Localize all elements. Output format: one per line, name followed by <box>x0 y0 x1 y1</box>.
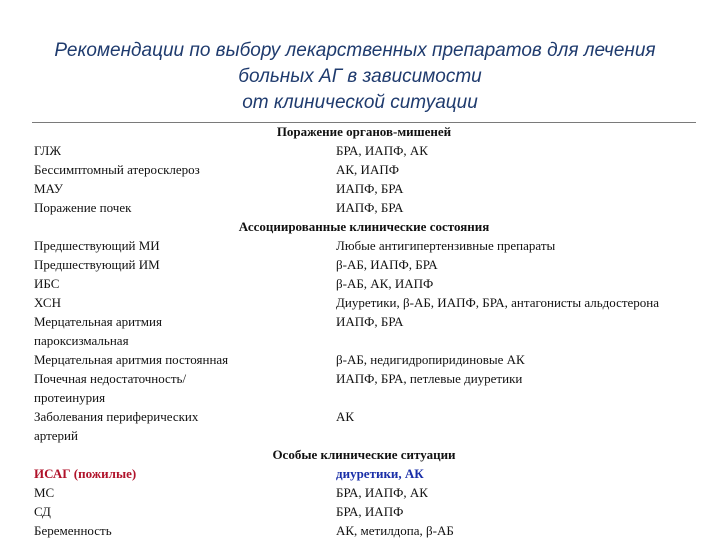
condition-cell: МС <box>34 485 55 500</box>
table-row <box>34 502 694 521</box>
section-heading: Ассоциированные клинические состояния <box>238 219 490 234</box>
drugs-cell: БРА, ИАПФ <box>336 504 404 519</box>
table-row <box>34 407 694 445</box>
condition-cell: ИБС <box>34 276 60 291</box>
table-row <box>34 350 694 369</box>
condition-cell: МАУ <box>34 181 64 196</box>
condition-cell: Мерцательная аритмия пароксизмальная <box>34 314 162 348</box>
drugs-cell: БРА, ИАПФ, АК <box>336 143 428 158</box>
drugs-cell: Диуретики, β-АБ, ИАПФ, БРА, антагонисты альдостерона <box>336 295 660 310</box>
table-row <box>34 464 694 483</box>
condition-cell: Предшествующий МИ <box>34 238 160 253</box>
drugs-cell: β-АБ, АК, ИАПФ <box>336 276 434 291</box>
drugs-cell: АК <box>336 409 355 424</box>
table-row <box>34 179 694 198</box>
section-heading-target-organs <box>34 122 694 141</box>
table-row <box>34 521 694 540</box>
condition-cell: Поражение почек <box>34 200 132 215</box>
condition-cell: Бессимптомный атеросклероз <box>34 162 200 177</box>
table-row <box>34 274 694 293</box>
drugs-cell: β-АБ, ИАПФ, БРА <box>336 257 438 272</box>
table-row <box>34 255 694 274</box>
condition-cell: ИСАГ (пожилые) <box>34 466 137 481</box>
drugs-cell: АК, метилдопа, β-АБ <box>336 523 454 538</box>
recommendations-table <box>34 122 694 540</box>
table-row <box>34 236 694 255</box>
title-line-3: от клинической ситуации <box>242 92 478 113</box>
section-heading: Особые клинические ситуации <box>272 447 456 462</box>
condition-cell: СД <box>34 504 51 519</box>
table-row <box>34 312 694 350</box>
drugs-cell: ИАПФ, БРА <box>336 314 404 329</box>
title-line-2: больных АГ в зависимости <box>238 66 482 87</box>
table-row <box>34 483 694 502</box>
condition-cell: Почечная недостаточность/протеинурия <box>34 371 187 405</box>
condition-cell: ХСН <box>34 295 61 310</box>
drugs-cell: БРА, ИАПФ, АК <box>336 485 428 500</box>
drugs-cell: ИАПФ, БРА <box>336 181 404 196</box>
title-line-1: Рекомендации по выбору лекарственных препаратов для лечения <box>54 40 656 61</box>
drugs-cell: ИАПФ, БРА, петлевые диуретики <box>336 371 523 386</box>
drugs-cell: диуретики, АК <box>336 466 424 481</box>
condition-cell: Заболевания периферических артерий <box>34 409 199 443</box>
slide-title <box>0 38 720 116</box>
drugs-cell: Любые антигипертензивные препараты <box>336 238 556 253</box>
condition-cell: Предшествующий ИМ <box>34 257 160 272</box>
table-row <box>34 141 694 160</box>
section-heading: Поражение органов-мишеней <box>276 124 452 139</box>
condition-cell: Беременность <box>34 523 112 538</box>
section-heading-special-situations <box>34 445 694 464</box>
condition-cell: Мерцательная аритмия постоянная <box>34 352 229 367</box>
section-heading-associated-conditions <box>34 217 694 236</box>
table-row <box>34 198 694 217</box>
drugs-cell: β-АБ, недигидропиридиновые АК <box>336 352 525 367</box>
drugs-cell: ИАПФ, БРА <box>336 200 404 215</box>
condition-cell: ГЛЖ <box>34 143 62 158</box>
drugs-cell: АК, ИАПФ <box>336 162 399 177</box>
table-row <box>34 369 694 407</box>
table-row <box>34 160 694 179</box>
table-row <box>34 293 694 312</box>
